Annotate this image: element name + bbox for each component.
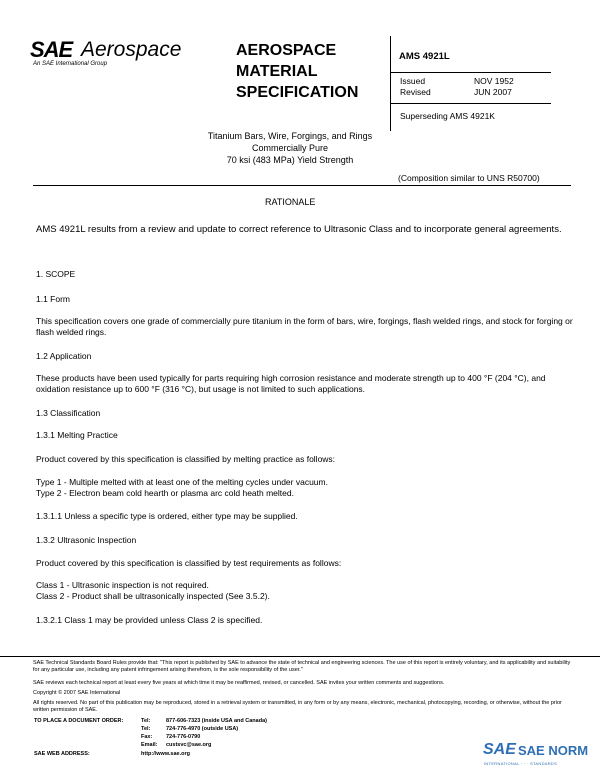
fax-value: 724-776-0790 xyxy=(166,734,201,740)
title-line-3: SPECIFICATION xyxy=(236,84,359,101)
revised-date: JUN 2007 xyxy=(474,87,512,97)
revised-label: Revised xyxy=(400,87,431,97)
tel-label: Tel: xyxy=(141,718,151,724)
sae-logo-mark: SAE xyxy=(30,37,73,62)
application-text: These products have been used typically for parts requiring high corrosion resistance and moderate strength up to 400 °F (204 °C), and oxidation resistance up to 600 °F (316 °C), but usage is not limited to such applications. xyxy=(36,373,546,394)
footer-copyright: Copyright © 2007 SAE International xyxy=(33,690,121,696)
superseding-note: Superseding AMS 4921K xyxy=(400,111,495,121)
sae-norm-logo-mark: SAE xyxy=(483,741,516,758)
class-note: 1.3.2.1 Class 1 may be provided unless Class 2 is specified. xyxy=(36,615,263,625)
rationale-text: AMS 4921L results from a review and update to correct reference to Ultrasonic Class and to incorporate general agreements. xyxy=(36,224,562,235)
scope-heading: 1. SCOPE xyxy=(36,269,76,279)
form-text: This specification covers one grade of commercially pure titanium in the form of bars, wire, forgings, flash welded rings, and stock for forging or flash welded rings. xyxy=(36,316,573,337)
web-link[interactable]: http://www.sae.org xyxy=(141,751,190,757)
tel2-value: 724-776-4970 (outside USA) xyxy=(166,726,239,732)
application-heading: 1.2 Application xyxy=(36,351,92,361)
issued-date: NOV 1952 xyxy=(474,76,514,86)
header-divider-2 xyxy=(391,103,551,104)
aerospace-logo-text: Aerospace xyxy=(81,38,182,61)
tel2-label: Tel: xyxy=(141,726,151,732)
rationale-heading: RATIONALE xyxy=(265,197,316,207)
form-heading: 1.1 Form xyxy=(36,294,71,304)
sae-norm-logo-sub: INTERNATIONAL · · · STANDARDS xyxy=(484,761,558,766)
issued-label: Issued xyxy=(400,76,426,86)
type-1-line: Type 1 - Multiple melted with at least one of the melting cycles under vacuum. xyxy=(36,477,328,487)
melting-heading: 1.3.1 Melting Practice xyxy=(36,430,118,440)
subtitle-line-2: Commercially Pure xyxy=(251,143,329,153)
document-type-title xyxy=(236,40,358,103)
header-divider-1 xyxy=(391,72,551,73)
subtitle-line-1: Titanium Bars, Wire, Forgings, and Rings xyxy=(207,131,373,141)
fax-label: Fax: xyxy=(141,734,153,740)
logo-subtitle: An SAE International Group xyxy=(33,61,108,67)
order-label: TO PLACE A DOCUMENT ORDER: xyxy=(34,718,124,724)
ams-number: AMS 4921L xyxy=(399,51,450,62)
email-label: Email: xyxy=(141,742,158,748)
title-line-1: AEROSPACE xyxy=(236,42,337,59)
email-link[interactable]: custsvc@sae.org xyxy=(166,742,212,748)
header-divider-vertical xyxy=(390,36,391,131)
class-2-line: Class 2 - Product shall be ultrasonically inspected (See 3.5.2). xyxy=(36,591,270,601)
footer-rules-text: SAE Technical Standards Board Rules provide that: "This report is published by SAE to advance the state of technical and engineering sciences. The use of this report is entirely voluntary, and its applicability and suitability for any particular use, including any patent infringement arising therefrom, is the sole responsibility of the user." xyxy=(33,660,571,673)
tel-value: 877-606-7323 (inside USA and Canada) xyxy=(166,718,267,724)
classification-heading: 1.3 Classification xyxy=(36,408,101,418)
title-line-2: MATERIAL xyxy=(236,63,318,80)
footer-rule xyxy=(0,656,600,657)
footer-rights-text: All rights reserved. No part of this publication may be reproduced, stored in a retrieval system or transmitted, in any form or by any means, electronic, mechanical, photocopying, recording, or otherwise, without the prior written permission of SAE. xyxy=(33,700,562,713)
title-rule xyxy=(33,185,571,186)
type-2-line: Type 2 - Electron beam cold hearth or plasma arc cold heath melted. xyxy=(36,488,294,498)
type-note: 1.3.1.1 Unless a specific type is ordered, either type may be supplied. xyxy=(36,511,298,521)
class-1-line: Class 1 - Ultrasonic inspection is not required. xyxy=(36,580,209,590)
subtitle-line-3: 70 ksi (483 MPa) Yield Strength xyxy=(226,155,354,165)
footer-review-text: SAE reviews each technical report at least every five years at which time it may be reaffirmed, revised, or cancelled. SAE invites your written comments and suggestions. xyxy=(33,680,445,686)
melting-intro: Product covered by this specification is classified by melting practice as follows: xyxy=(36,454,336,464)
sae-norm-logo-text: SAE NORM xyxy=(518,743,589,758)
composition-note: (Composition similar to UNS R50700) xyxy=(398,173,540,183)
ultrasonic-intro: Product covered by this specification is classified by test requirements as follows: xyxy=(36,558,342,568)
web-label: SAE WEB ADDRESS: xyxy=(34,751,90,757)
ultrasonic-heading: 1.3.2 Ultrasonic Inspection xyxy=(36,535,137,545)
